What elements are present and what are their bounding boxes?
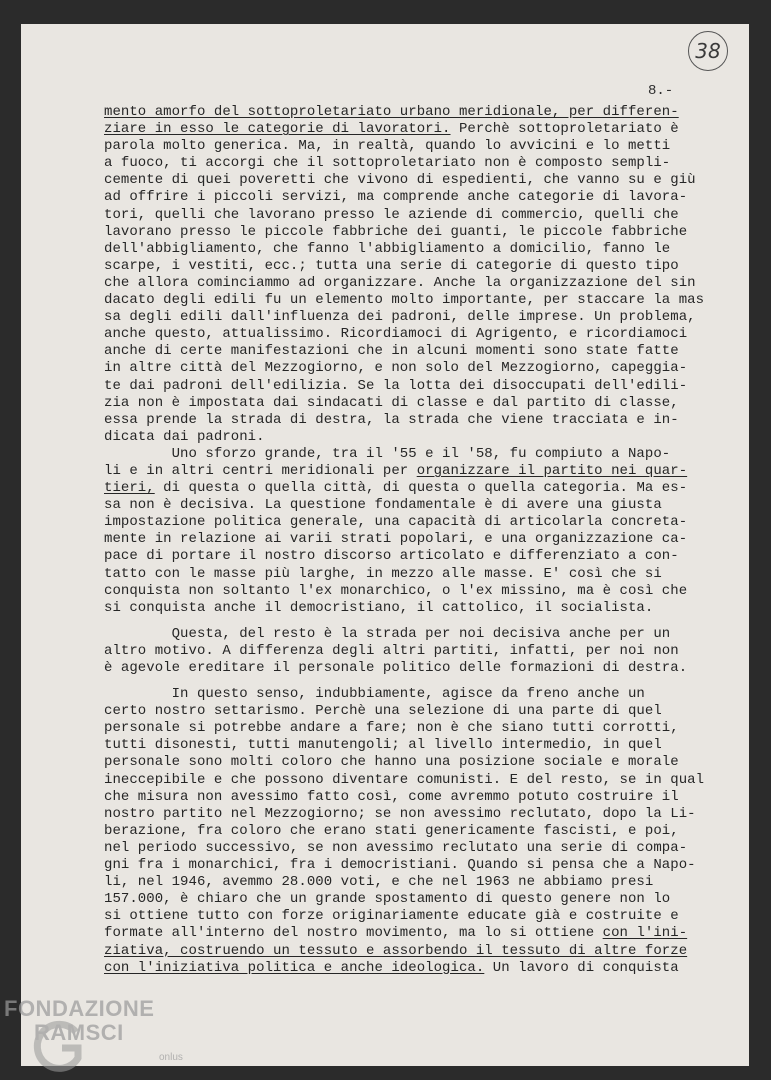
underlined-text-segment: con l'ini-	[602, 925, 688, 942]
text-line	[104, 754, 724, 771]
text-segment: altro motivo. A differenza degli altri partiti, infatti, per noi non	[104, 642, 679, 659]
text-segment: li, nel 1946, avemmo 28.000 voti, e che nel 1963 ne abbiamo presi	[104, 874, 654, 891]
text-segment: sa degli edili dall'influenza dei padroni, delle imprese. Un problema,	[104, 309, 696, 326]
text-segment: dell'abbigliamento, che fanno l'abbigliamento a domicilio, fanno le	[104, 240, 671, 257]
text-line	[104, 480, 724, 497]
text-segment: te dai padroni dell'edilizia. Se la lotta dei disoccupati dell'edili-	[104, 377, 688, 394]
text-line	[104, 960, 724, 977]
text-segment: è agevole ereditare il personale politico delle formazioni di destra.	[104, 660, 688, 676]
paragraph-gap	[104, 677, 724, 686]
text-segment: mente in relazione ai varii strati popolari, e una organizzazione ca-	[104, 531, 688, 548]
watermark-line-2: RAMSCI	[34, 1020, 124, 1045]
text-line	[104, 463, 724, 480]
text-segment: ad offrire i piccoli servizi, ma comprende anche categorie di lavora-	[104, 189, 688, 206]
text-line	[104, 703, 724, 720]
text-segment: tatto con le masse più larghe, in mezzo alle masse. E' così che si	[104, 565, 662, 582]
text-line	[104, 720, 724, 737]
text-line	[104, 275, 724, 292]
text-line	[104, 309, 724, 326]
text-line	[104, 360, 724, 377]
text-line	[104, 412, 724, 429]
text-line	[104, 395, 724, 412]
text-segment: 157.000, è chiaro che un grande spostamento di questo genere non lo	[104, 891, 671, 908]
text-segment: anche questo, attualissimo. Ricordiamoci di Agrigento, e ricordiamoci	[104, 326, 688, 343]
text-segment: personale sono molti coloro che hanno una posizione sociale e morale	[104, 754, 679, 771]
paragraph-gap	[104, 617, 724, 626]
text-segment: nel periodo successivo, se non avessimo reclutato una serie di compa-	[104, 839, 688, 856]
text-line	[104, 497, 724, 514]
underlined-text-segment: ziare in esso le categorie di lavoratori.	[104, 121, 451, 138]
text-line	[104, 840, 724, 857]
text-line	[104, 292, 724, 309]
text-line	[104, 874, 724, 891]
handwritten-page-annotation: 38	[688, 31, 728, 71]
text-line	[104, 155, 724, 172]
text-segment: zia non è impostata dai sindacati di classe e dal partito di classe,	[104, 394, 679, 411]
text-segment: anche di certe manifestazioni che in alcuni momenti sono state fatte	[104, 343, 679, 360]
text-line	[104, 326, 724, 343]
underlined-text-segment: ziativa, costruendo un tessuto e assorbendo il tessuto di altre forze	[104, 942, 688, 959]
text-line	[104, 772, 724, 789]
text-line	[104, 943, 724, 960]
text-line	[104, 823, 724, 840]
text-segment: impostazione politica generale, una capacità di articolarla concreta-	[104, 514, 688, 531]
text-line	[104, 531, 724, 548]
text-segment: essa prende la strada di destra, la strada che viene tracciata e in-	[104, 411, 679, 428]
text-segment: scarpe, i vestiti, ecc.; tutta una serie di categorie di questo tipo	[104, 257, 679, 274]
text-segment: nostro partito nel Mezzogiorno; se non avessimo reclutato, dopo la Li-	[104, 805, 696, 822]
text-line	[104, 378, 724, 395]
text-line	[104, 224, 724, 241]
text-line	[104, 189, 724, 206]
text-segment: tutti disonesti, tutti manutengoli; al livello intermedio, in quel	[104, 737, 662, 754]
text-segment: lavorano presso le piccole fabbriche dei guanti, le piccole fabbriche	[104, 223, 688, 240]
text-line	[104, 891, 724, 908]
text-line	[104, 138, 724, 155]
typewritten-text-body	[104, 104, 724, 977]
text-line	[104, 925, 724, 942]
text-segment: che misura non avessimo fatto così, come avremmo potuto costruire il	[104, 788, 679, 805]
text-line	[104, 660, 724, 677]
text-line	[104, 566, 724, 583]
text-line	[104, 583, 724, 600]
text-segment: ineccepibile e che possono diventare comunisti. E del resto, se in qual	[104, 771, 705, 788]
text-segment: Questa, del resto è la strada per noi decisiva anche per un	[104, 625, 671, 642]
text-segment: si ottiene tutto con forze originariamente educate già e costruite e	[104, 908, 679, 925]
text-line	[104, 446, 724, 463]
text-line	[104, 600, 724, 617]
text-segment: Un lavoro di conquista	[484, 959, 679, 976]
text-line	[104, 343, 724, 360]
underlined-text-segment: organizzare il partito nei quar-	[416, 462, 688, 479]
text-segment: sa non è decisiva. La questione fondamentale è di avere una giusta	[104, 497, 662, 514]
text-segment: in altre città del Mezzogiorno, e non solo del Mezzogiorno, capeggia-	[104, 360, 688, 377]
text-line	[104, 121, 724, 138]
underlined-text-segment: mento amorfo del sottoproletariato urbano meridionale, per differen-	[104, 104, 679, 120]
text-segment: dacato degli edili fu un elemento molto importante, per staccare la mas	[104, 292, 705, 309]
text-line	[104, 429, 724, 446]
text-line	[104, 514, 724, 531]
text-line	[104, 857, 724, 874]
page-number: 8.-	[648, 83, 674, 99]
text-line	[104, 643, 724, 660]
text-segment: In questo senso, indubbiamente, agisce da freno anche un	[104, 686, 645, 703]
text-segment: certo nostro settarismo. Perchè una selezione di una parte di quel	[104, 703, 662, 720]
text-line	[104, 806, 724, 823]
text-line	[104, 737, 724, 754]
text-line	[104, 258, 724, 275]
underlined-text-segment: con l'iniziativa politica e anche ideologica.	[104, 959, 485, 976]
text-segment: pace di portare il nostro discorso articolato e differenziato a con-	[104, 548, 679, 565]
text-segment: Perchè sottoproletariato è	[450, 121, 679, 138]
text-line	[104, 207, 724, 224]
text-segment: parola molto generica. Ma, in realtà, quando lo avvicini e lo metti	[104, 138, 671, 155]
underlined-text-segment: tieri,	[104, 480, 155, 497]
text-segment: si conquista anche il democristiano, il cattolico, il socialista.	[104, 599, 654, 616]
text-segment: dicata dai padroni.	[104, 428, 265, 445]
text-segment: gni fra i monarchici, fra i democristiani. Quando si pensa che a Napo-	[104, 857, 696, 874]
text-segment: di questa o quella città, di questa o quella categoria. Ma es-	[154, 480, 688, 497]
text-segment: conquista non soltanto l'ex monarchico, o l'ex missino, ma è così che	[104, 582, 688, 599]
text-segment: formate all'interno del nostro movimento, ma lo si ottiene	[104, 925, 603, 942]
text-segment: personale si potrebbe andare a fare; non è che siano tutti corrotti,	[104, 720, 679, 737]
text-line	[104, 908, 724, 925]
text-segment: li e in altri centri meridionali per	[104, 462, 417, 479]
fondazione-gramsci-watermark	[4, 996, 204, 1076]
text-line	[104, 789, 724, 806]
text-segment: tori, quelli che lavorano presso le aziende di commercio, quelli che	[104, 206, 679, 223]
text-segment: che allora cominciammo ad organizzare. Anche la organizzazione del sin	[104, 274, 696, 291]
text-line	[104, 686, 724, 703]
watermark-suffix: onlus	[159, 1052, 183, 1063]
text-line	[104, 241, 724, 258]
text-segment: cemente di quei poveretti che vivono di espedienti, che vanno su e giù	[104, 172, 696, 189]
text-segment: Uno sforzo grande, tra il '55 e il '58, fu compiuto a Napo-	[104, 445, 671, 462]
text-segment: a fuoco, ti accorgi che il sottoproletariato non è composto sempli-	[104, 155, 671, 172]
text-line	[104, 172, 724, 189]
text-line	[104, 104, 724, 121]
text-segment: berazione, fra coloro che erano stati genericamente fascisti, e poi,	[104, 822, 679, 839]
text-line	[104, 626, 724, 643]
watermark-line-1: FONDAZIONE	[4, 996, 155, 1021]
text-line	[104, 548, 724, 565]
